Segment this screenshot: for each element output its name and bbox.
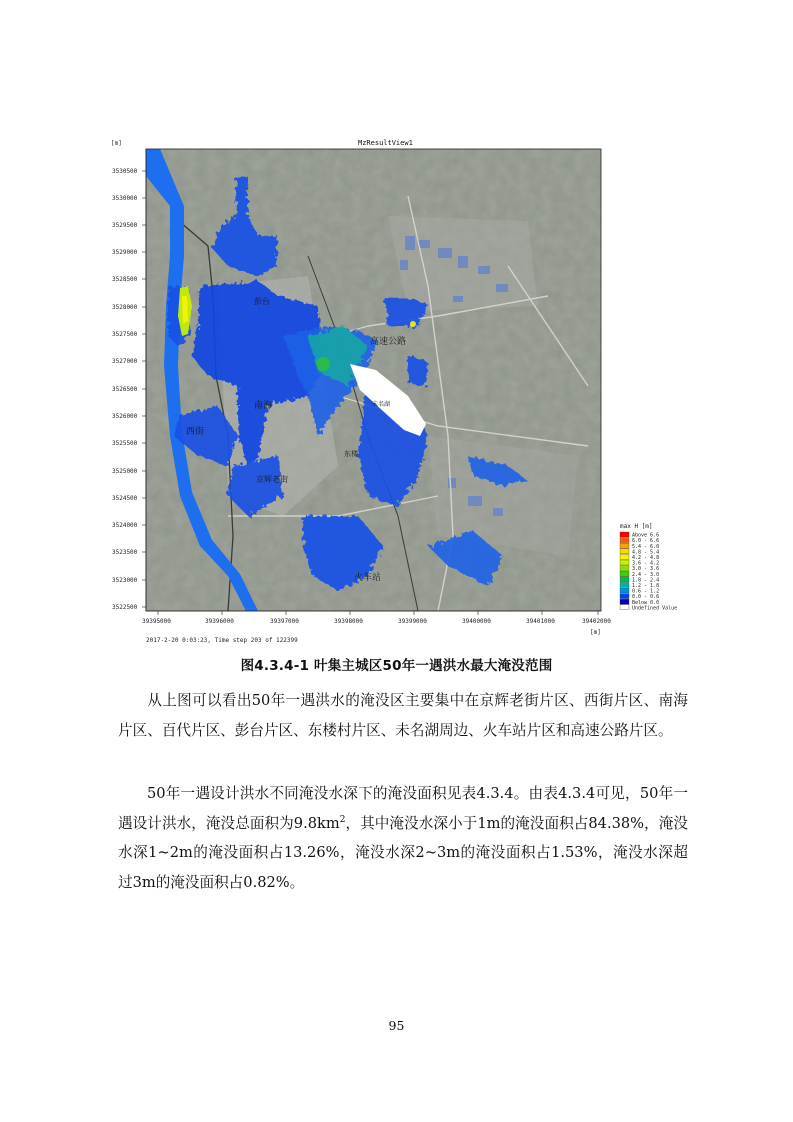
y-tick: 3529500 xyxy=(112,222,138,229)
satellite-map xyxy=(146,149,601,611)
x-unit-label: [m] xyxy=(590,629,601,636)
y-tick: 3523500 xyxy=(112,549,138,556)
legend-label: 5.4 - 6.0 xyxy=(632,543,660,550)
superscript-2: 2 xyxy=(339,814,346,825)
legend-label: 0.6 - 1.2 xyxy=(632,588,660,595)
label-nanhai: 南海 xyxy=(254,401,273,411)
x-tick: 39399000 xyxy=(398,618,427,625)
paragraph-2-text-a: 50年一遇设计洪水不同淹没水深下的淹没面积见表4.3.4。由表4.3.4可见，50年一遇设计洪水，淹没总面积为9.8km xyxy=(118,785,688,832)
x-tick: 39395000 xyxy=(142,618,171,625)
legend xyxy=(620,523,677,611)
legend-label: 6.0 - 6.6 xyxy=(632,538,660,545)
legend-swatch xyxy=(620,588,629,593)
y-axis xyxy=(112,149,146,611)
x-tick: 39401000 xyxy=(526,618,555,625)
y-tick: 3526500 xyxy=(112,386,138,393)
y-tick: 3527000 xyxy=(112,358,138,365)
label-highway: 高速公路 xyxy=(370,337,407,347)
legend-label: Below 0.0 xyxy=(632,599,660,606)
legend-swatch xyxy=(620,549,629,554)
paragraph-1-text: 从上图可以看出50年一遇洪水的淹没区主要集中在京辉老街片区、西街片区、南海片区、百代片区、彭台片区、东楼村片区、未名湖周边、火车站片区和高速公路片区。 xyxy=(118,692,688,739)
legend-label: Above 6.6 xyxy=(632,532,660,539)
y-tick: 3522500 xyxy=(112,604,138,611)
y-tick: 3524000 xyxy=(112,522,138,529)
window-title: MzResultView1 xyxy=(358,139,413,147)
legend-title: max H [m] xyxy=(620,523,653,530)
x-tick: 39402000 xyxy=(582,618,611,625)
paragraph-2-text-b: ，其中淹没水深小于1m的淹没面积占84.38%，淹没水深1~2m的淹没面积占13.26%，淹没水深2~3m的淹没面积占1.53%，淹没水深超过3m的淹没面积占0.82%。 xyxy=(118,814,688,891)
label-donglou: 东楼 xyxy=(344,450,358,458)
legend-swatch xyxy=(620,599,629,604)
y-tick: 3525500 xyxy=(112,440,138,447)
y-tick: 3527500 xyxy=(112,331,138,338)
y-tick: 3526000 xyxy=(112,413,138,420)
timestamp-label: 2017-2-20 0:03:23, Time step 203 of 122399 xyxy=(146,637,298,644)
legend-swatch xyxy=(620,566,629,571)
y-tick: 3530000 xyxy=(112,195,138,202)
legend-swatch xyxy=(620,577,629,582)
legend-swatch xyxy=(620,571,629,576)
label-weiminghu: 未名湖 xyxy=(372,401,391,408)
legend-swatch xyxy=(620,543,629,548)
label-pengtai: 彭台 xyxy=(254,297,270,306)
flood-inundation-map-figure xyxy=(108,136,698,648)
legend-label: 4.8 - 5.4 xyxy=(632,549,660,556)
legend-label: 0.0 - 0.6 xyxy=(632,594,660,601)
legend-label: 4.2 - 4.8 xyxy=(632,555,660,561)
legend-label: 3.6 - 4.2 xyxy=(632,560,660,567)
legend-swatch xyxy=(620,538,629,543)
y-tick: 3528000 xyxy=(112,304,138,311)
legend-label: 2.4 - 3.0 xyxy=(632,571,660,578)
y-tick: 3528500 xyxy=(112,276,138,283)
x-tick: 39397000 xyxy=(270,618,299,625)
y-tick: 3523000 xyxy=(112,577,138,584)
y-tick: 3525000 xyxy=(112,468,138,475)
legend-label: 3.0 - 3.6 xyxy=(632,566,660,573)
page-number: 95 xyxy=(388,1018,405,1033)
legend-swatch xyxy=(620,532,629,537)
legend-label: 1.8 - 2.4 xyxy=(632,577,660,584)
y-tick: 3530500 xyxy=(112,168,138,175)
x-tick: 39398000 xyxy=(334,618,363,625)
label-railway-station: 火车站 xyxy=(354,573,382,583)
legend-swatch xyxy=(620,554,629,559)
x-tick: 39396000 xyxy=(205,618,234,625)
x-axis xyxy=(142,611,611,636)
legend-label: Undefined Value xyxy=(632,605,678,612)
legend-swatch xyxy=(620,560,629,565)
x-tick: 39400000 xyxy=(462,618,491,625)
legend-swatch xyxy=(620,605,629,610)
legend-swatch xyxy=(620,582,629,587)
label-jinghui: 京辉老街 xyxy=(256,475,288,484)
paragraph-1 xyxy=(118,686,688,745)
paragraph-2 xyxy=(118,779,688,897)
legend-swatch xyxy=(620,594,629,599)
figure-caption: 图4.3.4-1 叶集主城区50年一遇洪水最大淹没范围 xyxy=(240,658,553,674)
y-tick: 3529000 xyxy=(112,249,138,256)
y-unit-label: [m] xyxy=(111,140,122,147)
legend-label: 1.2 - 1.8 xyxy=(632,583,660,589)
label-xijie: 西街 xyxy=(186,427,205,437)
y-tick: 3524500 xyxy=(112,495,138,502)
